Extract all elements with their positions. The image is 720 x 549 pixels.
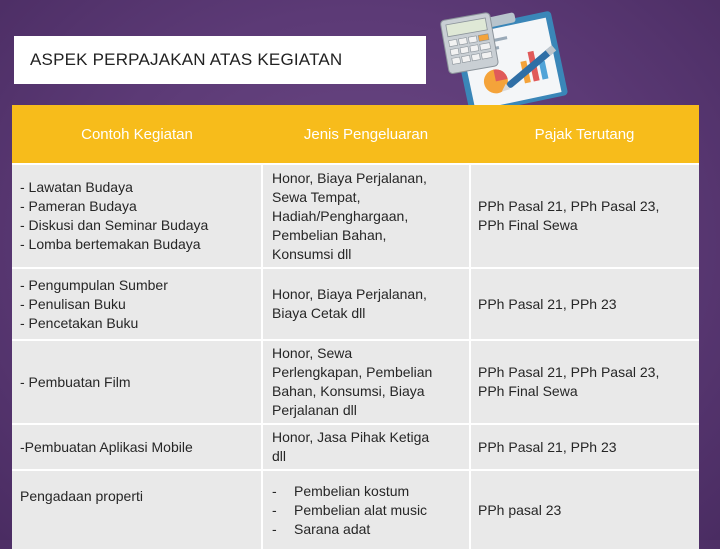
- cell-line: - Pameran Budaya: [20, 198, 137, 214]
- kegiatan-cell: [12, 340, 262, 424]
- cell-line: Pengadaan properti: [20, 488, 143, 504]
- cell-line: Honor, Sewa: [272, 345, 353, 361]
- title-box: [14, 36, 426, 84]
- table-row: [12, 424, 699, 470]
- cell-line: PPh Pasal 21, PPh Pasal 23,: [478, 364, 660, 380]
- pajak-cell: [470, 164, 699, 268]
- cell-line: PPh Final Sewa: [478, 217, 578, 233]
- cell-line: Pembelian kostum: [294, 482, 410, 499]
- kegiatan-cell: [12, 424, 262, 470]
- column-header: Contoh Kegiatan: [12, 105, 262, 164]
- pengeluaran-cell: [262, 340, 470, 424]
- cell-line: - Pembuatan Film: [20, 373, 131, 390]
- table-row: [12, 164, 699, 268]
- cell-line: PPh Final Sewa: [478, 383, 578, 399]
- cell-line: Bahan, Konsumsi, Biaya: [272, 383, 425, 399]
- cell-line: Honor, Biaya Perjalanan,: [272, 286, 427, 302]
- pajak-cell: [470, 470, 699, 549]
- cell-line: Sarana adat: [294, 520, 371, 537]
- cell-line: Honor, Biaya Perjalanan,: [272, 169, 427, 186]
- pajak-cell: [470, 340, 699, 424]
- pajak-cell: [470, 424, 699, 470]
- dash-list-item: - Sarana adat: [272, 520, 371, 537]
- cell-line: -Pembuatan Aplikasi Mobile: [20, 438, 193, 455]
- cell-line: - Lawatan Budaya: [20, 179, 133, 195]
- table-row: [12, 470, 699, 549]
- column-header: Pajak Terutang: [470, 105, 699, 164]
- kegiatan-cell: [12, 470, 262, 549]
- dash-list-item: - Pembelian alat music: [272, 501, 428, 518]
- cell-line: Sewa Tempat,: [272, 188, 361, 205]
- cell-line: PPh pasal 23: [478, 501, 562, 518]
- clipboard-calculator-pen-illustration: [430, 6, 580, 110]
- cell-line: Perjalanan dll: [272, 402, 357, 418]
- pengeluaran-cell: [262, 164, 470, 268]
- table-header-row: [12, 105, 699, 164]
- cell-line: Honor, Jasa Pihak Ketiga: [272, 429, 430, 445]
- pajak-cell: [470, 268, 699, 340]
- cell-line: - Lomba bertemakan Budaya: [20, 236, 201, 252]
- cell-line: Pembelian alat music: [294, 501, 428, 518]
- cell-line: PPh Pasal 21, PPh Pasal 23,: [478, 198, 660, 214]
- cell-line: PPh Pasal 21, PPh 23: [478, 438, 617, 455]
- cell-line: - Penulisan Buku: [20, 295, 126, 312]
- table-row: [12, 340, 699, 424]
- kegiatan-cell: [12, 164, 262, 268]
- table-row: [12, 268, 699, 340]
- cell-line: Hadiah/Penghargaan,: [272, 207, 409, 224]
- column-header: Jenis Pengeluaran: [262, 105, 470, 164]
- cell-line: - Pengumpulan Sumber: [20, 276, 168, 293]
- pengeluaran-cell: [262, 470, 470, 549]
- cell-line: Biaya Cetak dll: [272, 305, 366, 321]
- dash-list-item: - Pembelian kostum: [272, 482, 410, 499]
- kegiatan-cell: [12, 268, 262, 340]
- cell-line: Perlengkapan, Pembelian: [272, 364, 433, 380]
- cell-line: PPh Pasal 21, PPh 23: [478, 295, 617, 312]
- cell-line: Pembelian Bahan,: [272, 226, 387, 243]
- page-title: ASPEK PERPAJAKAN ATAS KEGIATAN: [30, 50, 343, 69]
- cell-line: - Diskusi dan Seminar Budaya: [20, 217, 209, 233]
- pengeluaran-cell: [262, 268, 470, 340]
- cell-line: Konsumsi dll: [272, 245, 352, 262]
- pengeluaran-cell: [262, 424, 470, 470]
- tax-table: [12, 105, 699, 549]
- cell-line: dll: [272, 448, 287, 464]
- cell-line: - Pencetakan Buku: [20, 314, 139, 331]
